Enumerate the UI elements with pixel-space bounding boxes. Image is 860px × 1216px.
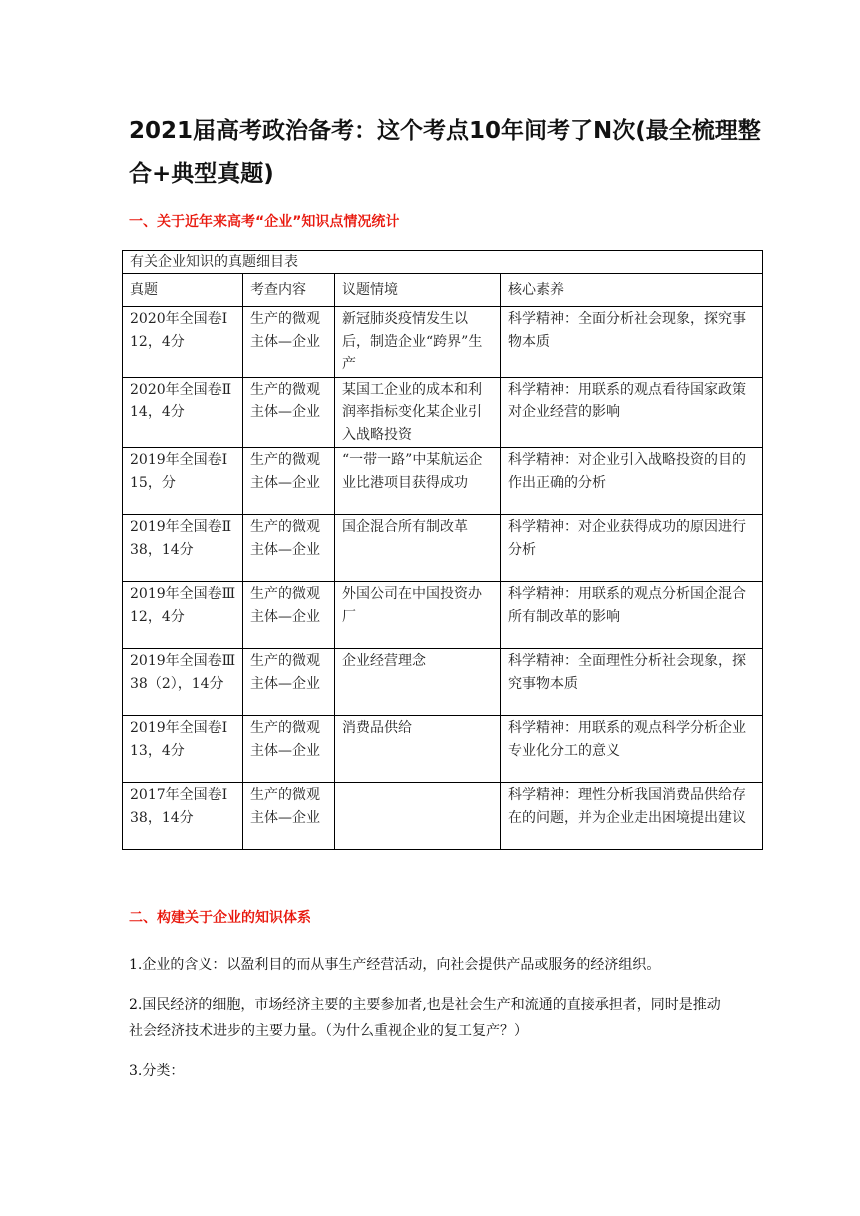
column-header-content: 考查内容	[243, 274, 335, 307]
table-cell	[335, 783, 501, 850]
section-heading-statistics: 一、关于近年来高考“企业”知识点情况统计	[129, 214, 400, 230]
table-cell: 2017年全国卷Ⅰ38，14分	[123, 783, 243, 850]
table-cell: 国企混合所有制改革	[335, 515, 501, 582]
table-cell: 生产的微观主体—企业	[243, 716, 335, 783]
column-header-exam: 真题	[123, 274, 243, 307]
column-header-context: 议题情境	[335, 274, 501, 307]
table-row	[123, 448, 763, 515]
table-row	[123, 582, 763, 649]
table-cell: 2020年全国卷Ⅰ 12，4分	[123, 307, 243, 378]
table-cell: 生产的微观主体—企业	[243, 783, 335, 850]
exam-questions-table	[122, 250, 763, 850]
table-row	[123, 783, 763, 850]
table-cell: 生产的微观主体—企业	[243, 448, 335, 515]
section-heading-knowledge-system: 二、构建关于企业的知识体系	[129, 910, 311, 926]
table-caption: 有关企业知识的真题细目表	[123, 251, 763, 274]
table-cell: 生产的微观主体—企业	[243, 649, 335, 716]
table-cell: 某国工企业的成本和利润率指标变化某企业引入战略投资	[335, 377, 501, 448]
paragraph-classification: 3.分类：	[129, 1063, 185, 1079]
paragraph-role: 2.国民经济的细胞，市场经济主要的主要参加者,也是社会生产和流通的直接承担者，同时是推动社会经济技术进步的主要力量。（为什么重视企业的复工复产？）	[129, 997, 721, 1039]
table-cell: 科学精神：全面理性分析社会现象，探究事物本质	[501, 649, 763, 716]
table-cell: 消费品供给	[335, 716, 501, 783]
table-cell: 2019年全国卷Ⅲ 38（2），14分	[123, 649, 243, 716]
table-cell: 科学精神：用联系的观点看待国家政策对企业经营的影响	[501, 377, 763, 448]
table-cell: 生产的微观主体—企业	[243, 515, 335, 582]
table-cell: 企业经营理念	[335, 649, 501, 716]
table-cell: 2019年全国卷Ⅰ 15，分	[123, 448, 243, 515]
table-cell: 外国公司在中国投资办厂	[335, 582, 501, 649]
table-cell: 2019年全国卷Ⅰ 13，4分	[123, 716, 243, 783]
table-row	[123, 377, 763, 448]
table-cell: 科学精神：对企业引入战略投资的目的作出正确的分析	[501, 448, 763, 515]
table-cell: 生产的微观主体—企业	[243, 307, 335, 378]
table-row	[123, 515, 763, 582]
table-cell: 生产的微观主体—企业	[243, 377, 335, 448]
table-cell: 科学精神：全面分析社会现象，探究事物本质	[501, 307, 763, 378]
table-row	[123, 716, 763, 783]
table-row	[123, 307, 763, 378]
table-cell: 科学精神：对企业获得成功的原因进行分析	[501, 515, 763, 582]
table-cell: 2019年全国卷Ⅲ 12，4分	[123, 582, 243, 649]
table-cell: 2019年全国卷Ⅱ 38，14分	[123, 515, 243, 582]
document-title: 2021届高考政治备考：这个考点10年间考了N次(最全梳理整合+典型真题)	[129, 118, 761, 187]
table-cell: 生产的微观主体—企业	[243, 582, 335, 649]
table-cell: 2020年全国卷Ⅱ 14，4分	[123, 377, 243, 448]
table-cell: 科学精神：用联系的观点科学分析企业专业化分工的意义	[501, 716, 763, 783]
table-row	[123, 649, 763, 716]
table-cell: 科学精神：理性分析我国消费品供给存在的问题，并为企业走出困境提出建议	[501, 783, 763, 850]
table-cell: 新冠肺炎疫情发生以后，制造企业“跨界”生产	[335, 307, 501, 378]
paragraph-definition: 1.企业的含义：以盈利目的而从事生产经营活动，向社会提供产品或服务的经济组织。	[129, 957, 661, 973]
table-header-row	[123, 274, 763, 307]
table-cell: “一带一路”中某航运企业比港项目获得成功	[335, 448, 501, 515]
table-cell: 科学精神：用联系的观点分析国企混合所有制改革的影响	[501, 582, 763, 649]
column-header-literacy: 核心素养	[501, 274, 763, 307]
